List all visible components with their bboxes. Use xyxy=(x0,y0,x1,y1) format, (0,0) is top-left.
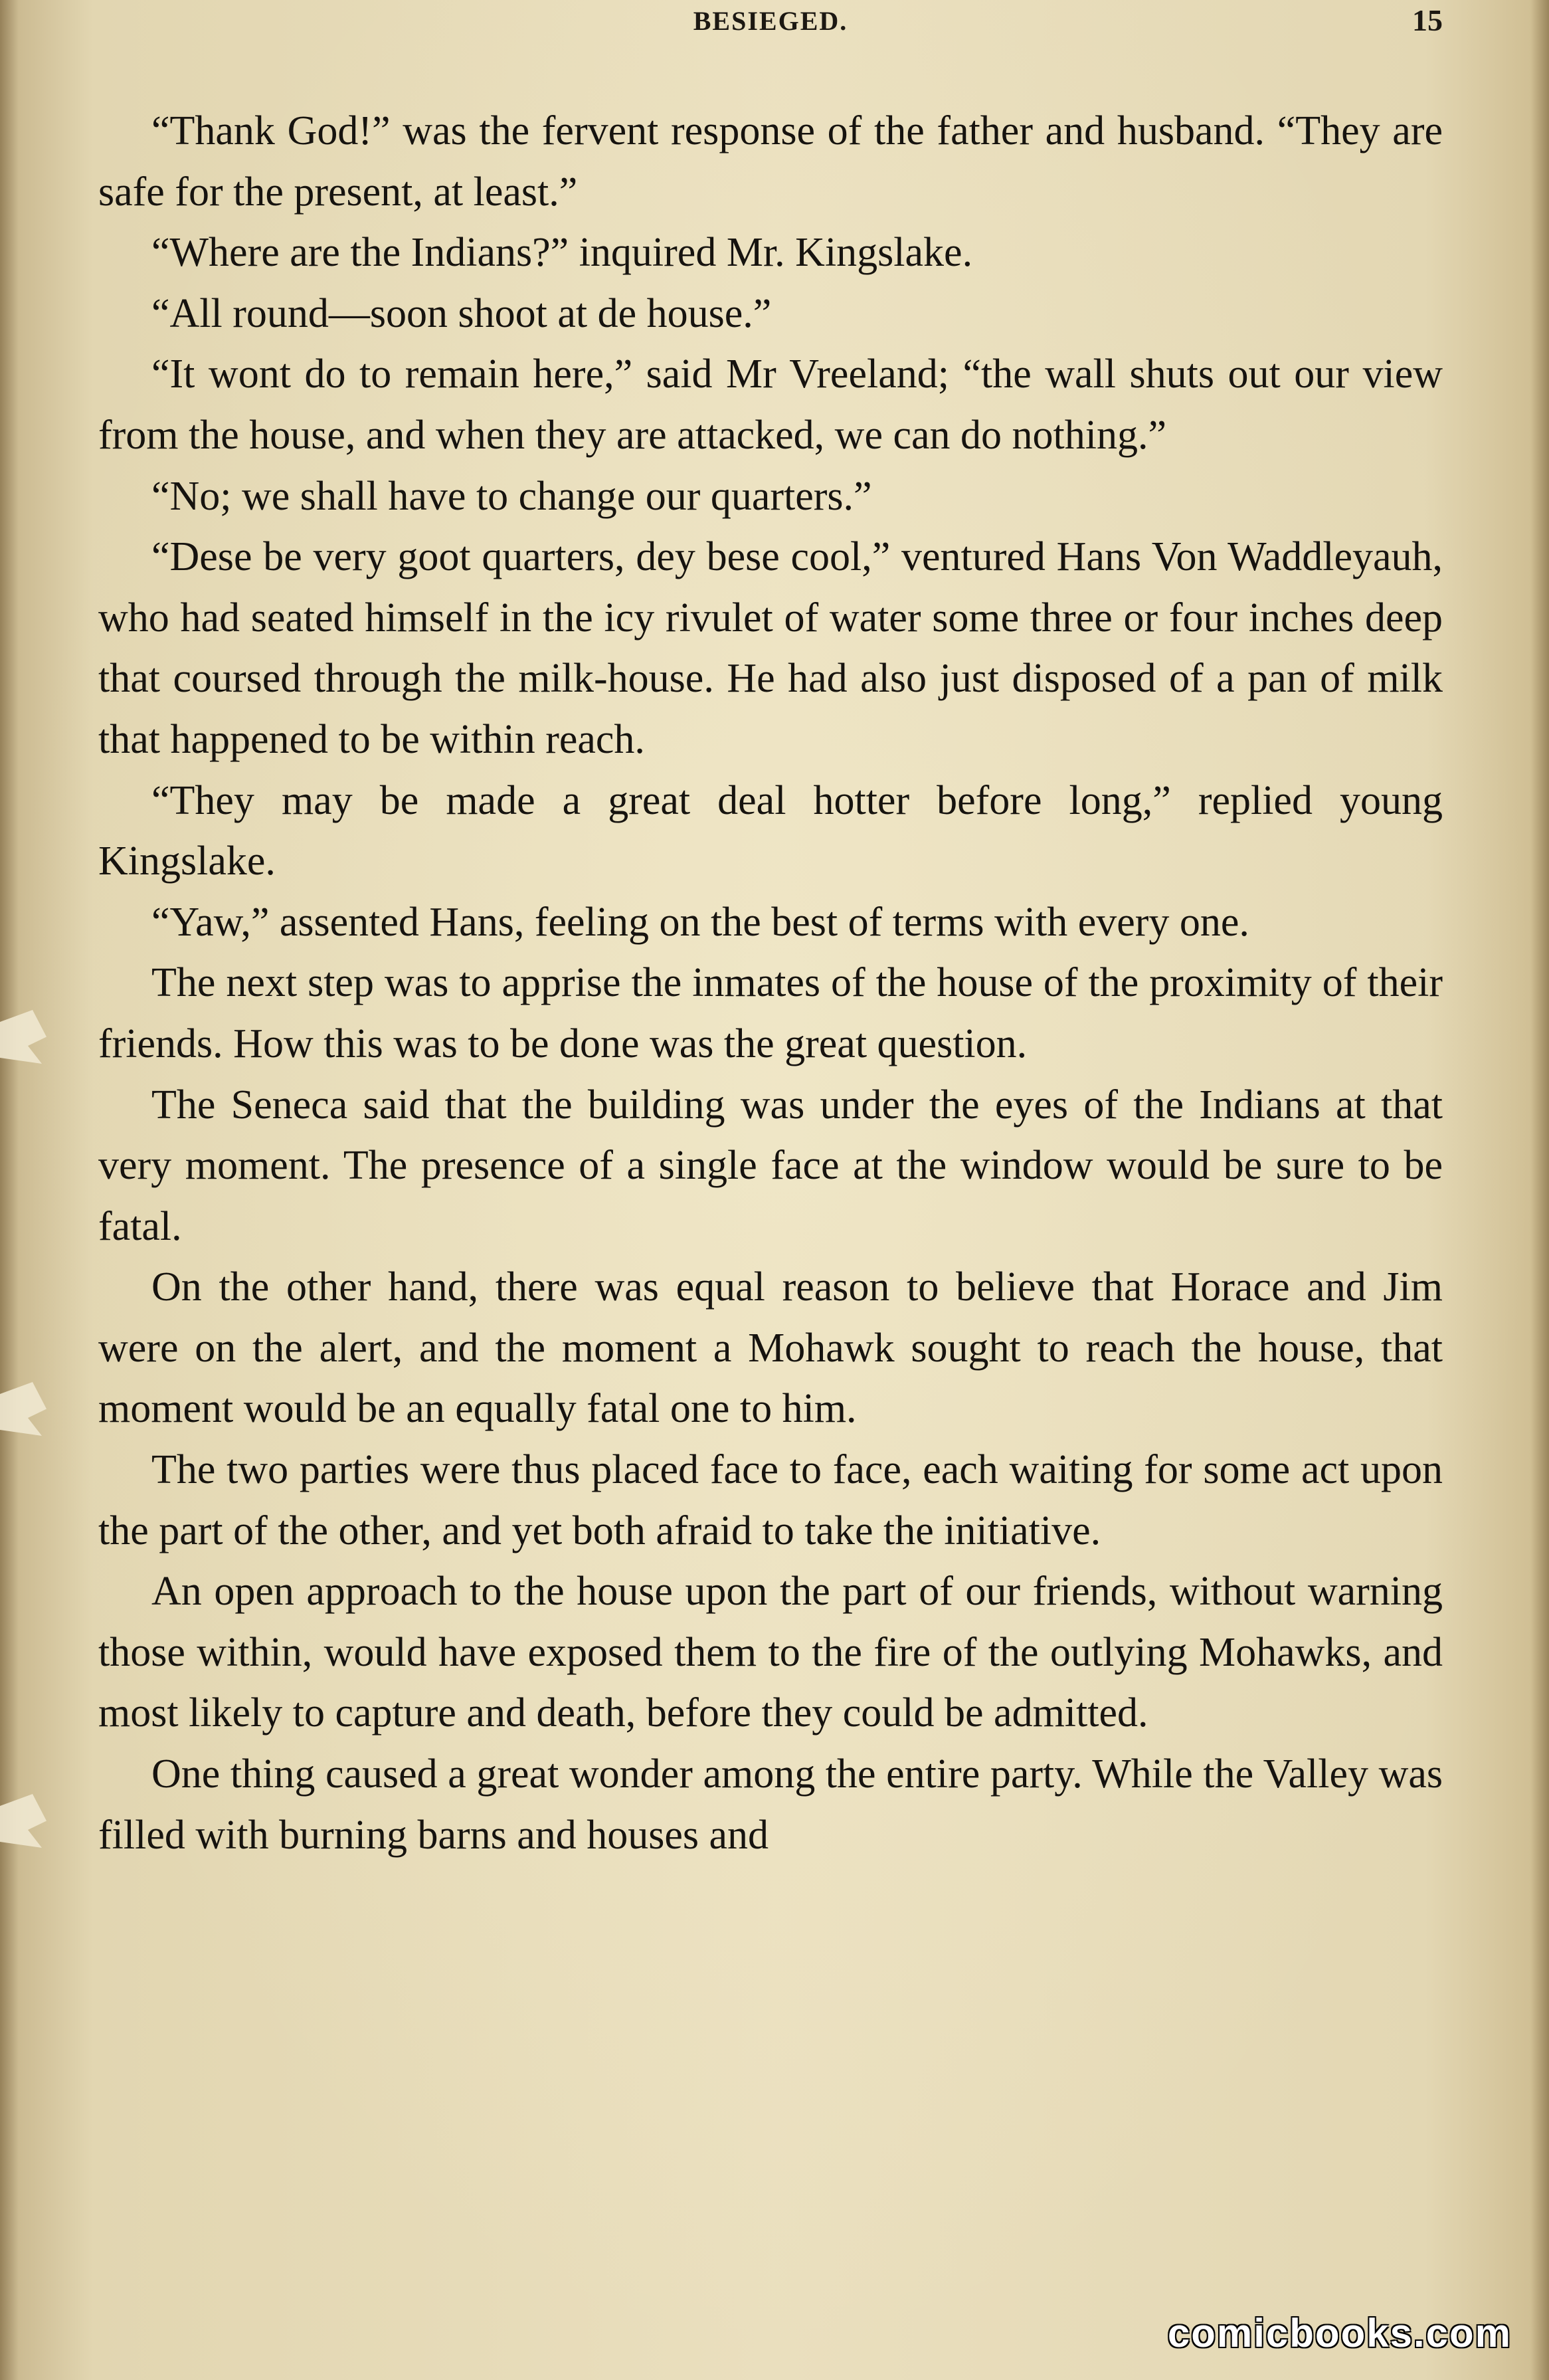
paragraph: On the other hand, there was equal reason to believe that Horace and Jim were on the alert, and the moment a Mohawk sought to reach the house, that moment would be an equally fatal one to him. xyxy=(98,1264,1443,1432)
paragraph: “They may be made a great deal hotter before long,” replied young Kingslake. xyxy=(98,777,1443,884)
body-text xyxy=(98,101,1443,1866)
paragraph: “Where are the Indians?” inquired Mr. Kingslake. xyxy=(151,230,973,276)
page-number: 15 xyxy=(1412,3,1443,37)
paragraph: “No; we shall have to change our quarters.” xyxy=(151,473,872,519)
paragraph: One thing caused a great wonder among the entire party. While the Valley was filled with burning barns and houses and xyxy=(98,1751,1443,1858)
page-left-shadow xyxy=(0,0,19,2380)
paragraph: “All round—soon shoot at de house.” xyxy=(151,290,772,336)
paragraph: The two parties were thus placed face to face, each waiting for some act upon the part of the other, and yet both afraid to take the initiative. xyxy=(98,1447,1443,1553)
paragraph: “Yaw,” assented Hans, feeling on the best of terms with every one. xyxy=(151,899,1249,945)
running-head-title: BESIEGED. xyxy=(693,6,848,36)
paragraph: “Thank God!” was the fervent response of the father and husband. “They are safe for the present, at least.” xyxy=(98,108,1443,215)
watermark: comicbooks.com xyxy=(1167,2311,1512,2355)
paragraph: The next step was to apprise the inmates of the house of the proximity of their friends. How this was to be done was the great question. xyxy=(98,960,1443,1066)
running-head xyxy=(98,5,1443,45)
paragraph: The Seneca said that the building was under the eyes of the Indians at that very moment. The presence of a single face at the window would be sure to be fatal. xyxy=(98,1082,1443,1249)
paragraph: “Dese be very goot quarters, dey bese cool,” ventured Hans Von Waddleyauh, who had seated himself in the icy rivulet of water some three or four inches deep that coursed through the milk-house. He had also just disposed of a pan of milk that happened to be within reach. xyxy=(98,534,1443,762)
paragraph: “It wont do to remain here,” said Mr Vreeland; “the wall shuts out our view from the house, and when they are attacked, we can do nothing.” xyxy=(98,351,1443,458)
paragraph: An open approach to the house upon the part of our friends, without warning those within, would have exposed them to the fire of the outlying Mohawks, and most likely to capture and death, before they could be admitted. xyxy=(98,1569,1443,1736)
page-right-shadow xyxy=(1530,0,1549,2380)
